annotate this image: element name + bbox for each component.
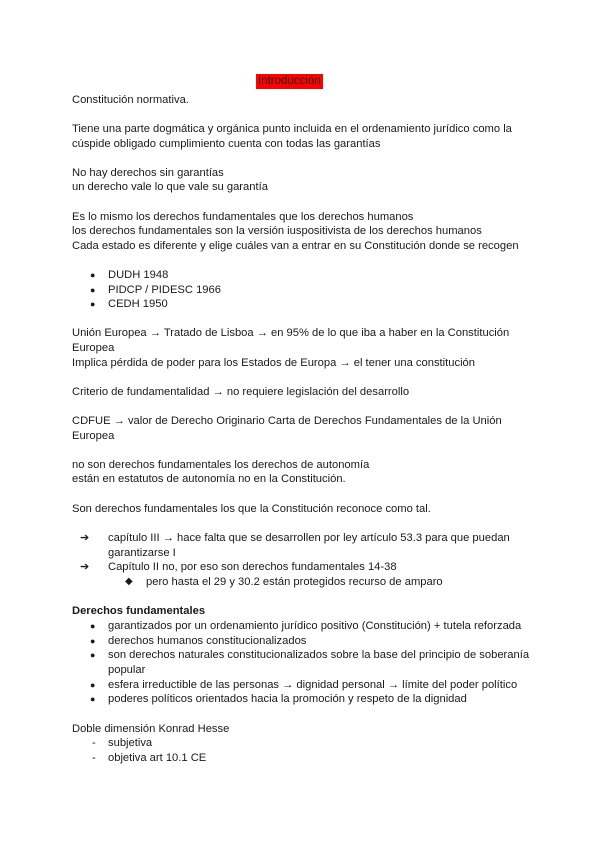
section-heading: Derechos fundamentales: [72, 605, 206, 617]
paragraph-line: Unión Europea → Tratado de Lisboa → en 95% de lo que iba a haber en la Constitución: [72, 327, 510, 339]
arrow-bullet-icon: ➔: [80, 561, 90, 573]
paragraph-line: cúspide obligado cumplimiento cuenta con todas las garantías: [72, 138, 381, 150]
paragraph-line: un derecho vale lo que vale su garantía: [72, 181, 268, 193]
paragraph-line: no son derechos fundamentales los derechos de autonomía: [72, 459, 370, 471]
paragraph-line: CDFUE → valor de Derecho Originario Carta de Derechos Fundamentales de la Unión: [72, 415, 502, 427]
bullet-icon: ●: [90, 636, 96, 646]
list-item: son derechos naturales constitucionalizados sobre la base del principio de soberanía: [108, 649, 530, 661]
paragraph-line: los derechos fundamentales son la versión iuspositivista de los derechos humanos: [72, 225, 482, 237]
bullet-icon: ●: [90, 621, 96, 631]
list-item: subjetiva: [108, 737, 153, 749]
paragraph-line: Europea: [72, 342, 115, 354]
paragraph-line: Es lo mismo los derechos fundamentales que los derechos humanos: [72, 211, 414, 223]
bullet-icon: ●: [90, 650, 96, 660]
list-item: esfera irreductible de las personas → dignidad personal → límite del poder político: [108, 679, 518, 691]
list-item-continuation: garantizarse I: [108, 547, 176, 559]
list-item: PIDCP / PIDESC 1966: [108, 284, 221, 296]
bullet-icon: ●: [90, 680, 96, 690]
list-item: DUDH 1948: [108, 269, 169, 281]
paragraph-line: Europea: [72, 430, 115, 442]
diamond-bullet-icon: ◆: [125, 576, 133, 587]
list-item: capítulo III → hace falta que se desarrollen por ley artículo 53.3 para que puedan: [108, 532, 510, 544]
paragraph: Doble dimensión Konrad Hesse: [72, 723, 230, 735]
paragraph-line: Implica pérdida de poder para los Estados de Europa → el tener una constitución: [72, 357, 475, 369]
paragraph: Son derechos fundamentales los que la Constitución reconoce como tal.: [72, 503, 431, 515]
paragraph-line: Cada estado es diferente y elige cuáles van a entrar en su Constitución donde se recogen: [72, 240, 519, 252]
list-item: pero hasta el 29 y 30.2 están protegidos recurso de amparo: [146, 576, 443, 588]
paragraph: Constitución normativa.: [72, 94, 189, 106]
list-item-continuation: popular: [108, 664, 146, 676]
bullet-icon: ●: [90, 270, 96, 280]
list-item: Capítulo II no, por eso son derechos fundamentales 14-38: [108, 561, 397, 573]
list-item: objetiva art 10.1 CE: [108, 752, 207, 764]
paragraph: Criterio de fundamentalidad → no requiere legislación del desarrollo: [72, 386, 410, 398]
list-item: derechos humanos constitucionalizados: [108, 635, 307, 647]
paragraph-line: están en estatutos de autonomía no en la Constitución.: [72, 473, 346, 485]
list-item: garantizados por un ordenamiento jurídico positivo (Constitución) + tutela reforzada: [108, 620, 522, 632]
list-item: poderes políticos orientados hacia la promoción y respeto de la dignidad: [108, 693, 467, 705]
bullet-icon: ●: [90, 285, 96, 295]
list-item: CEDH 1950: [108, 298, 168, 310]
paragraph-line: No hay derechos sin garantías: [72, 167, 224, 179]
page-title: Introducción: [258, 75, 321, 87]
bullet-icon: ●: [90, 694, 96, 704]
dash-bullet-icon: -: [92, 752, 96, 764]
arrow-bullet-icon: ➔: [80, 532, 90, 544]
dash-bullet-icon: -: [92, 737, 96, 749]
paragraph-line: Tiene una parte dogmática y orgánica punto incluida en el ordenamiento jurídico como la: [72, 123, 512, 135]
bullet-icon: ●: [90, 299, 96, 309]
